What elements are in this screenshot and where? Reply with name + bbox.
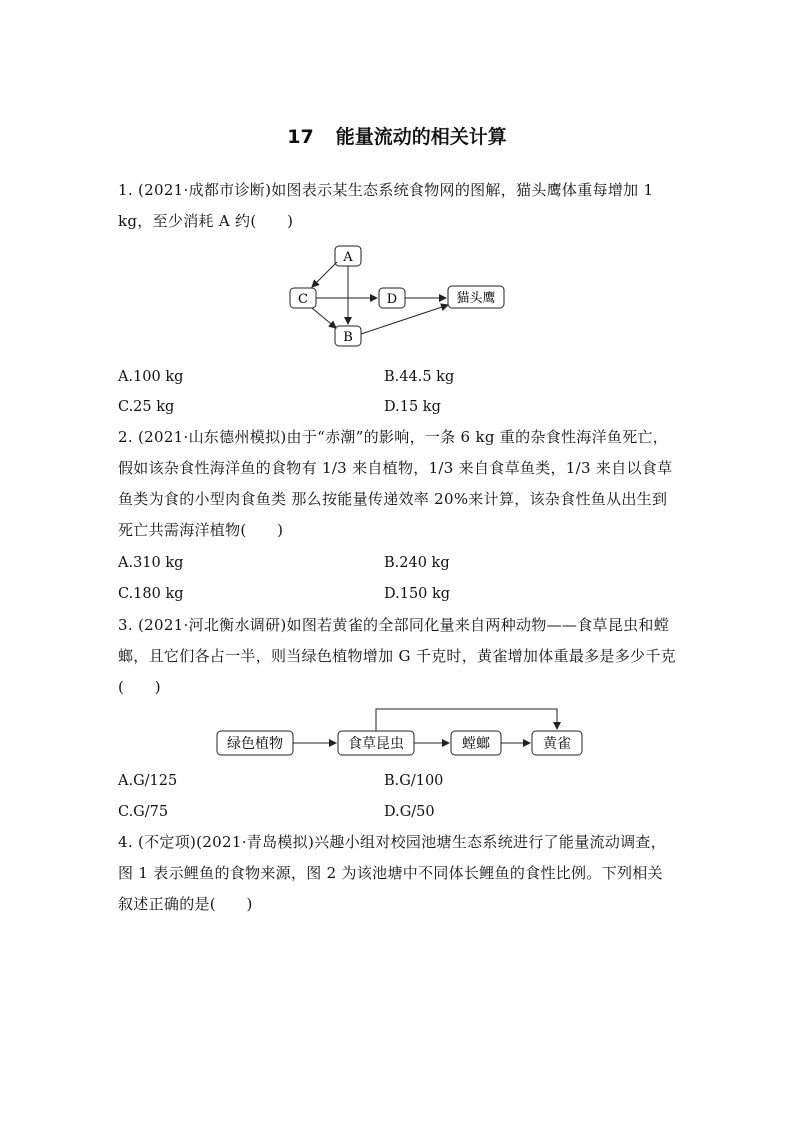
node-mantis: 螳螂 <box>462 736 490 752</box>
q2-option-c: C.180 kg <box>118 586 184 602</box>
q2-option-a: A.310 kg <box>118 555 184 571</box>
q3-option-c: C.G/75 <box>118 804 169 820</box>
q1-option-d: D.15 kg <box>384 399 441 415</box>
title-number: 17 <box>287 126 314 148</box>
q1-option-a: A.100 kg <box>118 369 184 385</box>
node-a: A <box>343 250 353 265</box>
node-green-plant: 绿色植物 <box>227 736 283 752</box>
q1-option-b: B.44.5 kg <box>384 369 455 385</box>
q3-option-d: D.G/50 <box>384 804 435 820</box>
title-text: 能量流动的相关计算 <box>335 126 507 148</box>
question-2-text: 2. (2021·山东德州模拟)由于“赤潮”的影响，一条 6 kg 重的杂食性海洋鱼死亡，假如该杂食性海洋鱼的食物有 1/3 来自植物，1/3 来自食草鱼类，1/3 来自以食草鱼类为食的小型肉食鱼类 那么按能量传递效率 20%来计算，该杂食性鱼从出生到死亡共需海洋植物( ) <box>118 428 673 539</box>
question-3-text: 3. (2021·河北衡水调研)如图若黄雀的全部同化量来自两种动物——食草昆虫和螳螂，且它们各占一半，则当绿色植物增加 G 千克时，黄雀增加体重最多是多少千克( ) <box>118 616 676 696</box>
node-c: C <box>298 292 308 307</box>
node-b: B <box>343 330 353 345</box>
page-title <box>0 122 794 149</box>
q1-option-c: C.25 kg <box>118 399 175 415</box>
q3-option-b: B.G/100 <box>384 773 444 789</box>
node-herbivore-insect: 食草昆虫 <box>348 736 404 752</box>
food-web-diagram-1 <box>280 238 520 350</box>
q2-option-b: B.240 kg <box>384 555 450 571</box>
q2-option-d: D.150 kg <box>384 586 451 602</box>
food-chain-diagram-2 <box>210 703 590 761</box>
node-owl: 猫头鹰 <box>456 291 496 306</box>
question-4-text: 4. (不定项)(2021·青岛模拟)兴趣小组对校园池塘生态系统进行了能量流动调查，图 1 表示鲤鱼的食物来源，图 2 为该池塘中不同体长鲤鱼的食性比例。下列相关叙述正确的是( ) <box>118 833 667 913</box>
node-d: D <box>386 292 398 307</box>
q3-option-a: A.G/125 <box>118 773 178 789</box>
node-siskin: 黄雀 <box>543 736 571 752</box>
question-1-text: 1. (2021·成都市诊断)如图表示某生态系统食物网的图解，猫头鹰体重每增加 1 kg，至少消耗 A 约( ) <box>118 181 654 230</box>
